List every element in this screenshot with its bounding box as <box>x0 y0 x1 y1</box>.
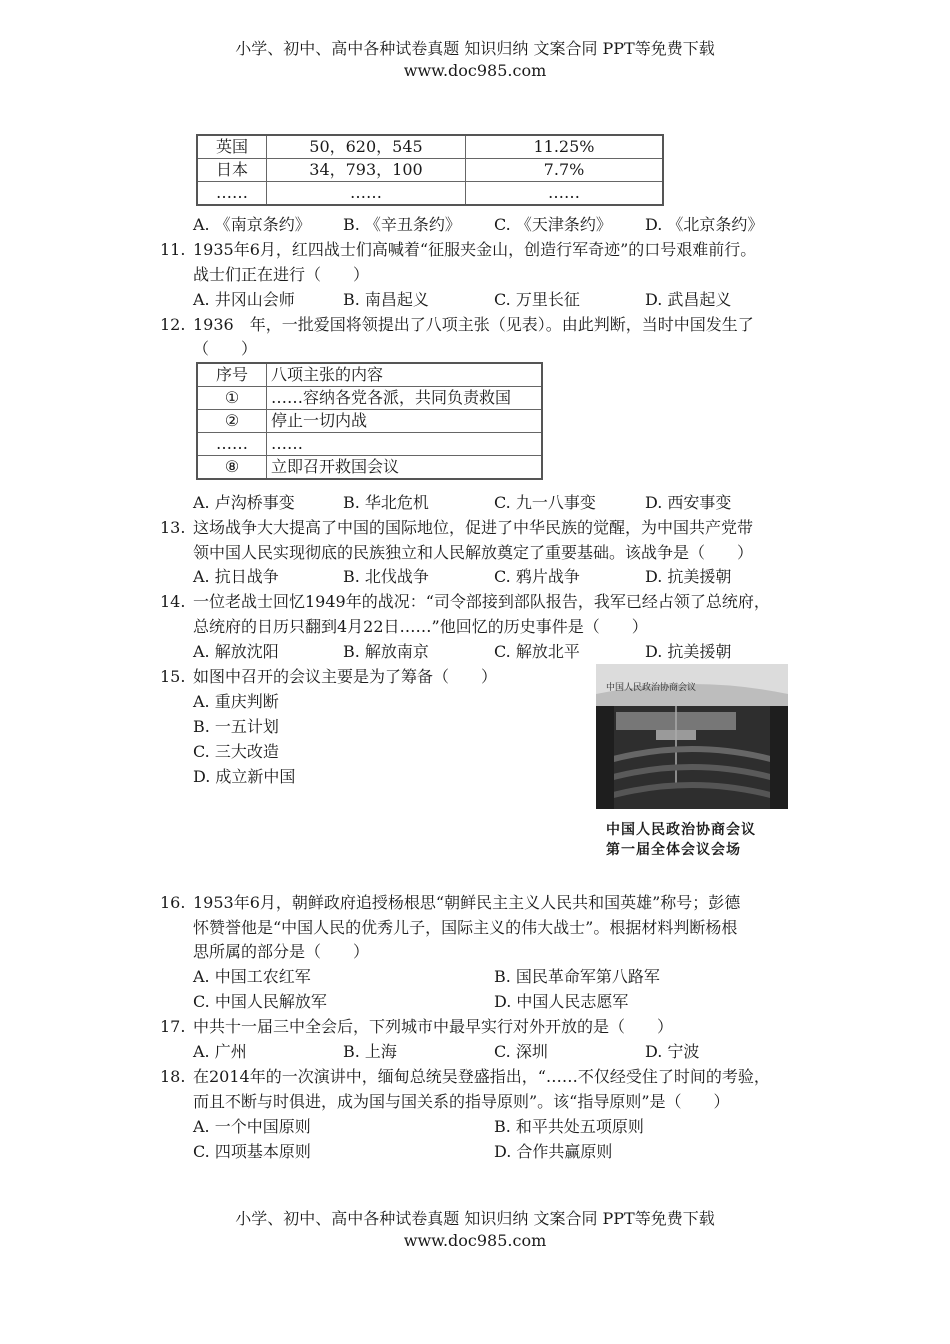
q11-stem: 1935年6月，红四战士们高喊着“征服夹金山，创造行军奇迹”的口号艰难前行。 <box>193 240 757 259</box>
q13-option-a[interactable]: A. 抗日战争 <box>193 567 279 586</box>
q16-option-c[interactable]: C. 中国人民解放军 <box>193 992 327 1011</box>
q15-option-b[interactable]: B. 一五计划 <box>193 717 279 736</box>
table-cell: 34，793，100 <box>267 159 466 182</box>
q17-option-d[interactable]: D. 宁波 <box>645 1042 700 1061</box>
q15-number: 15. <box>160 667 186 686</box>
q14-option-b[interactable]: B. 解放南京 <box>343 642 429 661</box>
q15-option-d[interactable]: D. 成立新中国 <box>193 767 296 786</box>
table-cell: 停止一切内战 <box>267 410 543 433</box>
q14-stem-2: 总统府的日历只翻到4月22日……”他回忆的历史事件是（ ） <box>193 617 648 636</box>
q17-number: 17. <box>160 1017 186 1036</box>
q12-stem-2: （ ） <box>193 339 258 358</box>
table-cell: ……容纳各党各派，共同负责救国 <box>267 387 543 410</box>
q12-option-d[interactable]: D. 西安事变 <box>645 493 732 512</box>
q17-stem: 中共十一届三中全会后，下列城市中最早实行对外开放的是（ ） <box>193 1017 674 1036</box>
table-cell: 50，620，545 <box>267 135 466 159</box>
q17-option-a[interactable]: A. 广州 <box>193 1042 247 1061</box>
q16-option-d[interactable]: D. 中国人民志愿军 <box>494 992 629 1011</box>
q13-option-b[interactable]: B. 北伐战争 <box>343 567 429 586</box>
q12-option-c[interactable]: C. 九一八事变 <box>494 493 596 512</box>
header-line-1: 小学、初中、高中各种试卷真题 知识归纳 文案合同 PPT等免费下载 <box>235 39 715 58</box>
q18-option-d[interactable]: D. 合作共赢原则 <box>494 1142 613 1161</box>
q11-option-c[interactable]: C. 万里长征 <box>494 290 580 309</box>
table-row <box>197 135 663 159</box>
table-cell: 立即召开救国会议 <box>267 456 543 480</box>
table-cell: 11.25% <box>466 135 664 159</box>
table-row <box>197 410 542 433</box>
q15-stem: 如图中召开的会议主要是为了筹备（ ） <box>193 667 498 686</box>
q11-option-b[interactable]: B. 南昌起义 <box>343 290 429 309</box>
table-cell: …… <box>267 433 543 456</box>
q17-option-c[interactable]: C. 深圳 <box>494 1042 548 1061</box>
page-footer <box>0 1208 950 1252</box>
table-row <box>197 387 542 410</box>
q13-option-d[interactable]: D. 抗美援朝 <box>645 567 732 586</box>
q13-stem-2: 领中国人民实现彻底的民族独立和人民解放奠定了重要基础。该战争是（ ） <box>193 543 754 562</box>
indemnity-table <box>196 134 664 206</box>
q18-stem: 在2014年的一次演讲中，缅甸总统吴登盛指出，“……不仅经受住了时间的考验， <box>193 1067 770 1086</box>
table-cell: 日本 <box>197 159 267 182</box>
q15-option-a[interactable]: A. 重庆判断 <box>193 692 279 711</box>
table-header-row <box>197 363 542 387</box>
eight-proposals-table <box>196 362 543 480</box>
table-cell: …… <box>267 182 466 206</box>
table-cell: 英国 <box>197 135 267 159</box>
q14-number: 14. <box>160 592 186 611</box>
photo-caption <box>606 820 796 860</box>
q14-option-c[interactable]: C. 解放北平 <box>494 642 580 661</box>
q10-option-d[interactable]: D. 《北京条约》 <box>645 215 764 234</box>
table-row <box>197 159 663 182</box>
caption-line-1: 中国人民政治协商会议 <box>606 822 756 838</box>
q17-option-b[interactable]: B. 上海 <box>343 1042 397 1061</box>
table-header-cell: 八项主张的内容 <box>267 363 543 387</box>
q13-option-c[interactable]: C. 鸦片战争 <box>494 567 580 586</box>
q18-option-b[interactable]: B. 和平共处五项原则 <box>494 1117 644 1136</box>
q13-stem: 这场战争大大提高了中国的国际地位，促进了中华民族的觉醒，为中国共产党带 <box>193 518 754 537</box>
table-cell: ⑧ <box>197 456 267 480</box>
cppcc-meeting-photo <box>596 664 788 809</box>
q10-option-a[interactable]: A. 《南京条约》 <box>193 215 311 234</box>
table-row <box>197 182 663 206</box>
q10-option-b[interactable]: B. 《辛丑条约》 <box>343 215 461 234</box>
footer-url: www.doc985.com <box>403 1231 547 1250</box>
caption-line-2: 第一届全体会议会场 <box>606 842 741 858</box>
table-cell: 7.7% <box>466 159 664 182</box>
table-cell: ② <box>197 410 267 433</box>
q18-number: 18. <box>160 1067 186 1086</box>
table-cell: ① <box>197 387 267 410</box>
table-header-cell: 序号 <box>197 363 267 387</box>
page-header <box>0 38 950 82</box>
q12-number: 12. <box>160 315 186 334</box>
q16-stem-2: 怀赞誉他是“中国人民的优秀儿子，国际主义的伟大战士”。根据材料判断杨根 <box>193 918 738 937</box>
q12-option-b[interactable]: B. 华北危机 <box>343 493 429 512</box>
q16-number: 16. <box>160 893 186 912</box>
photo-banner-text: 中国人民政治协商会议 <box>606 683 697 693</box>
q16-stem-3: 思所属的部分是（ ） <box>193 942 370 961</box>
q10-option-c[interactable]: C. 《天津条约》 <box>494 215 612 234</box>
q16-option-a[interactable]: A. 中国工农红军 <box>193 967 311 986</box>
q16-stem: 1953年6月，朝鲜政府追授杨根思“朝鲜民主主义人民共和国英雄”称号；彭德 <box>193 893 741 912</box>
header-url: www.doc985.com <box>403 61 547 80</box>
table-row <box>197 456 542 480</box>
q15-option-c[interactable]: C. 三大改造 <box>193 742 279 761</box>
table-row <box>197 433 542 456</box>
q18-option-a[interactable]: A. 一个中国原则 <box>193 1117 311 1136</box>
table-cell: …… <box>466 182 664 206</box>
table-cell: …… <box>197 433 267 456</box>
q11-option-d[interactable]: D. 武昌起义 <box>645 290 732 309</box>
q18-stem-2: 而且不断与时俱进，成为国与国关系的指导原则”。该“指导原则”是（ ） <box>193 1092 730 1111</box>
q13-number: 13. <box>160 518 186 537</box>
q12-stem: 1936 年，一批爱国将领提出了八项主张（见表）。由此判断，当时中国发生了 <box>193 315 754 334</box>
q14-stem: 一位老战士回忆1949年的战况：“司令部接到部队报告，我军已经占领了总统府， <box>193 592 770 611</box>
q18-option-c[interactable]: C. 四项基本原则 <box>193 1142 311 1161</box>
q11-option-a[interactable]: A. 井冈山会师 <box>193 290 295 309</box>
q14-option-a[interactable]: A. 解放沈阳 <box>193 642 279 661</box>
footer-line-1: 小学、初中、高中各种试卷真题 知识归纳 文案合同 PPT等免费下载 <box>235 1209 715 1228</box>
q11-stem-2: 战士们正在进行（ ） <box>193 265 370 284</box>
q16-option-b[interactable]: B. 国民革命军第八路军 <box>494 967 660 986</box>
q11-number: 11. <box>160 240 186 259</box>
table-cell: …… <box>197 182 267 206</box>
q14-option-d[interactable]: D. 抗美援朝 <box>645 642 732 661</box>
q12-option-a[interactable]: A. 卢沟桥事变 <box>193 493 295 512</box>
